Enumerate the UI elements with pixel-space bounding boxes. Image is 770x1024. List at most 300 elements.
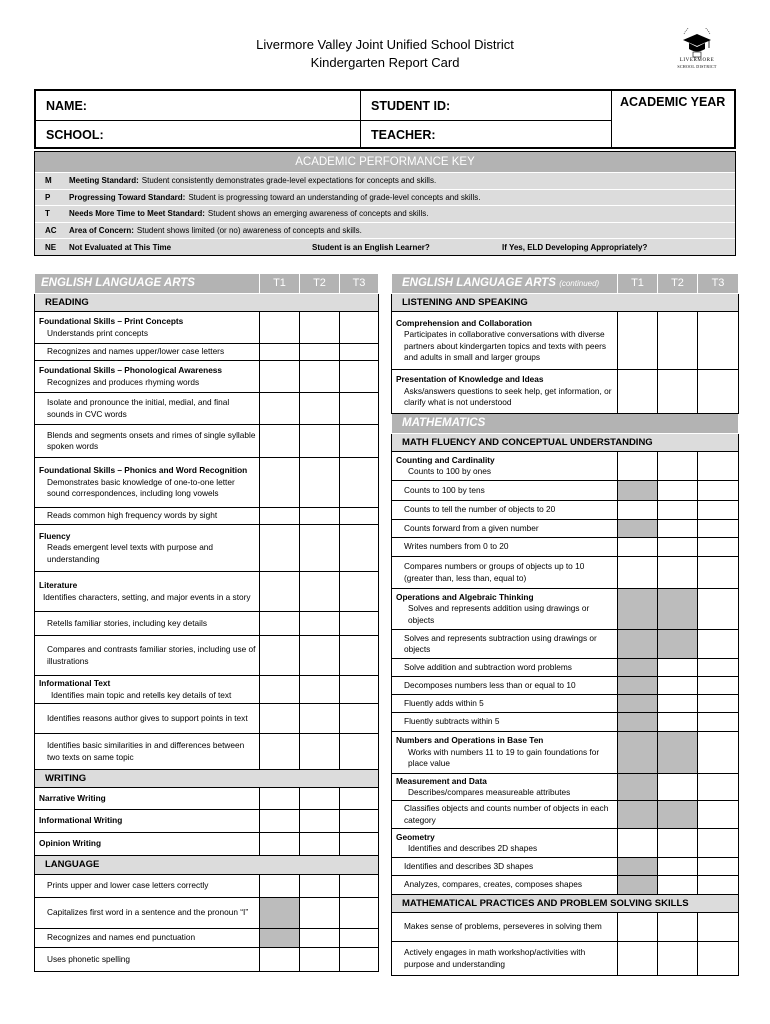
name-field[interactable]: NAME: — [46, 98, 87, 113]
grade-cell-disabled — [618, 713, 658, 732]
skill-description: Fluently subtracts within 5 — [392, 713, 618, 732]
table-row — [392, 732, 739, 774]
skill-description: Retells familiar stories, including key details — [35, 612, 260, 636]
skill-cell — [35, 525, 260, 572]
grade-cell[interactable] — [340, 344, 379, 361]
skill-description: Recognizes and produces rhyming words — [47, 376, 200, 387]
table-row — [35, 734, 379, 770]
table-row — [392, 630, 739, 659]
table-row — [392, 520, 739, 538]
grade-cell[interactable] — [260, 612, 300, 636]
grade-cell[interactable] — [340, 929, 379, 948]
grade-cell[interactable] — [698, 876, 739, 895]
grade-cell[interactable] — [658, 538, 698, 557]
skill-description: Participates in collaborative conversations with diverse partners about kindergarten topics and texts with peers and adults in small and larger groups — [404, 329, 607, 362]
grade-cell[interactable] — [340, 833, 379, 856]
skill-cell — [392, 312, 618, 370]
skill-group-title: Comprehension and Collaboration — [396, 317, 532, 328]
grade-cell[interactable] — [340, 612, 379, 636]
table-row — [35, 636, 379, 676]
grade-cell[interactable] — [300, 704, 340, 734]
skill-group-title: Measurement and Data — [396, 775, 487, 786]
skill-group-title: Numbers and Operations in Base Ten — [396, 735, 544, 746]
table-row — [35, 833, 379, 856]
report-title: Kindergarten Report Card — [310, 55, 460, 70]
grade-cell-disabled — [618, 695, 658, 713]
skill-description: Blends and segments onsets and rimes of single syllable spoken words — [35, 425, 260, 458]
skill-group-title: Foundational Skills – Print Concepts — [39, 316, 184, 326]
skill-description: Recognizes and names upper/lower case letters — [35, 344, 260, 361]
grade-cell[interactable] — [260, 508, 300, 525]
skill-description: Classifies objects and counts number of objects in each category — [392, 801, 618, 829]
school-field[interactable]: SCHOOL: — [46, 128, 104, 142]
grade-cell-disabled — [658, 732, 698, 774]
grade-cell[interactable] — [300, 810, 340, 833]
grade-cell[interactable] — [698, 695, 739, 713]
report-header — [0, 36, 770, 72]
grade-cell[interactable] — [658, 520, 698, 538]
term-header: T3 — [698, 274, 739, 294]
skill-cell — [35, 572, 260, 612]
skill-description: Informational Writing — [35, 810, 260, 833]
grade-cell-disabled — [618, 589, 658, 630]
table-row — [35, 810, 379, 833]
table-row — [392, 659, 739, 677]
grade-cell[interactable] — [698, 312, 739, 370]
skill-description: Solves and represents subtraction using drawings or objects — [392, 630, 618, 659]
table-row — [35, 898, 379, 929]
skill-group-title: Literature — [39, 580, 78, 590]
key-row-p — [35, 189, 735, 206]
grade-cell[interactable] — [260, 458, 300, 508]
table-row — [35, 875, 379, 898]
grade-cell[interactable] — [698, 589, 739, 630]
grade-cell-disabled — [658, 801, 698, 829]
grade-cell[interactable] — [618, 942, 658, 976]
skill-cell — [35, 676, 260, 704]
language-subheader — [35, 856, 379, 875]
graduation-cap-icon — [681, 28, 713, 58]
key-text: Student is progressing toward an understanding of grade-level concepts and skills. — [188, 192, 481, 202]
skill-description: Prints upper and lower case letters correctly — [35, 875, 260, 898]
ela-continued-header-row — [392, 274, 739, 294]
skill-description: Understands print concepts — [47, 327, 149, 338]
grade-cell[interactable] — [300, 788, 340, 810]
table-row — [392, 876, 739, 895]
skill-description: Identifies reasons author gives to support points in text — [35, 704, 260, 734]
grade-cell[interactable] — [340, 948, 379, 972]
grade-cell[interactable] — [260, 810, 300, 833]
grade-cell[interactable] — [340, 734, 379, 770]
grade-cell[interactable] — [260, 393, 300, 425]
skill-group-title: Counting and Cardinality — [396, 454, 495, 465]
grade-cell[interactable] — [698, 732, 739, 774]
grade-cell[interactable] — [260, 344, 300, 361]
skill-description: Identifies and describes 3D shapes — [392, 858, 618, 876]
key-code: T — [45, 209, 50, 219]
grade-cell[interactable] — [698, 630, 739, 659]
skill-description: Identifies basic similarities in and differences between two texts on same topic — [35, 734, 260, 770]
table-row — [35, 458, 379, 508]
grade-cell[interactable] — [698, 913, 739, 942]
skill-description: Writes numbers from 0 to 20 — [392, 538, 618, 557]
skill-description: Describes/compares measureable attributes — [408, 787, 571, 797]
grade-cell[interactable] — [698, 858, 739, 876]
table-row — [35, 393, 379, 425]
student-info-box — [34, 89, 736, 149]
key-text: Student consistently demonstrates grade-level expectations for concepts and skills. — [141, 176, 437, 186]
grade-cell[interactable] — [698, 774, 739, 801]
grade-cell[interactable] — [698, 801, 739, 829]
grade-cell-disabled — [260, 898, 300, 929]
performance-key — [34, 151, 736, 256]
grade-cell[interactable] — [340, 572, 379, 612]
writing-label: WRITING — [35, 770, 379, 788]
skill-group-title: Foundational Skills – Phonics and Word Recognition — [39, 465, 248, 476]
grade-cell[interactable] — [300, 458, 340, 508]
grade-cell[interactable] — [340, 636, 379, 676]
skill-description: Reads emergent level texts with purpose and understanding — [47, 542, 214, 564]
language-label: LANGUAGE — [35, 856, 379, 875]
table-row — [35, 676, 379, 704]
skill-cell — [35, 312, 260, 344]
grade-cell[interactable] — [698, 942, 739, 976]
ela-heading — [392, 274, 618, 294]
grade-cell[interactable] — [698, 677, 739, 695]
grade-cell[interactable] — [300, 508, 340, 525]
grade-cell[interactable] — [658, 659, 698, 677]
math-fluency-subheader — [392, 434, 739, 452]
grade-cell[interactable] — [658, 677, 698, 695]
grade-cell-disabled — [618, 481, 658, 501]
skill-group-title: Informational Text — [39, 678, 111, 688]
skill-description: Narrative Writing — [35, 788, 260, 810]
ela-math-table — [391, 273, 739, 976]
grade-cell[interactable] — [340, 704, 379, 734]
grade-cell[interactable] — [340, 425, 379, 458]
math-heading: MATHEMATICS — [392, 414, 739, 434]
grade-cell[interactable] — [260, 361, 300, 393]
skill-description: Isolate and pronounce the initial, medial, and final sounds in CVC words — [35, 393, 260, 425]
grade-cell[interactable] — [658, 370, 698, 414]
math-header-row — [392, 414, 739, 434]
grade-cell[interactable] — [698, 370, 739, 414]
table-row — [392, 589, 739, 630]
grade-cell[interactable] — [698, 452, 739, 481]
grade-cell[interactable] — [260, 312, 300, 344]
table-row — [35, 572, 379, 612]
table-row — [392, 829, 739, 858]
skill-cell — [392, 452, 618, 481]
grade-cell[interactable] — [618, 312, 658, 370]
skill-description: Decomposes numbers less than or equal to 10 — [392, 677, 618, 695]
grade-cell[interactable] — [618, 452, 658, 481]
grade-cell[interactable] — [618, 370, 658, 414]
table-row — [392, 677, 739, 695]
grade-cell[interactable] — [340, 393, 379, 425]
skill-cell — [392, 774, 618, 801]
district-name: Livermore Valley Joint Unified School District — [256, 37, 514, 52]
skill-description: Uses phonetic spelling — [35, 948, 260, 972]
skill-description: Counts to 100 by tens — [392, 481, 618, 501]
grade-cell[interactable] — [340, 788, 379, 810]
grade-cell[interactable] — [658, 876, 698, 895]
table-row — [35, 612, 379, 636]
grade-cell[interactable] — [698, 713, 739, 732]
table-row — [35, 344, 379, 361]
grade-cell[interactable] — [658, 501, 698, 520]
skill-description: Fluently adds within 5 — [392, 695, 618, 713]
grade-cell[interactable] — [618, 829, 658, 858]
logo-text: LIVERMORE — [679, 58, 715, 63]
grade-cell[interactable] — [340, 898, 379, 929]
reading-label: READING — [35, 294, 379, 312]
grade-cell-disabled — [618, 876, 658, 895]
grade-cell[interactable] — [340, 458, 379, 508]
skill-description: Solve addition and subtraction word problems — [392, 659, 618, 677]
key-row-ac — [35, 222, 735, 239]
skill-description: Counts forward from a given number — [392, 520, 618, 538]
math-fluency-label: MATH FLUENCY AND CONCEPTUAL UNDERSTANDING — [392, 434, 739, 452]
english-learner-question[interactable]: Student is an English Learner? — [312, 242, 430, 252]
grade-cell[interactable] — [300, 636, 340, 676]
table-row — [35, 361, 379, 393]
key-text: Student shows an emerging awareness of concepts and skills. — [207, 209, 429, 219]
table-row — [35, 525, 379, 572]
key-label: Area of Concern: — [69, 226, 134, 236]
skill-description: Counts to 100 by ones — [408, 466, 492, 476]
skill-group-title: Operations and Algebraic Thinking — [396, 591, 534, 602]
skill-description: Actively engages in math workshop/activities with purpose and understanding — [392, 942, 618, 976]
key-title: ACADEMIC PERFORMANCE KEY — [35, 152, 735, 172]
table-row — [35, 425, 379, 458]
skill-cell — [392, 589, 618, 630]
grade-cell-disabled — [618, 677, 658, 695]
skill-group-title: Foundational Skills – Phonological Awareness — [39, 365, 223, 375]
skill-description: Works with numbers 11 to 19 to gain foundations for place value — [408, 746, 600, 769]
key-label: Not Evaluated at This Time — [69, 242, 172, 252]
grade-cell-disabled — [618, 801, 658, 829]
grade-cell[interactable] — [618, 538, 658, 557]
grade-cell[interactable] — [658, 858, 698, 876]
table-row — [35, 788, 379, 810]
logo-subtext: SCHOOL DISTRICT — [677, 64, 717, 69]
grade-cell[interactable] — [340, 676, 379, 704]
table-row — [392, 695, 739, 713]
grade-cell[interactable] — [260, 572, 300, 612]
ela-heading: ENGLISH LANGUAGE ARTS — [35, 274, 260, 294]
skill-cell — [392, 732, 618, 774]
grade-cell[interactable] — [260, 676, 300, 704]
grade-cell-disabled — [658, 630, 698, 659]
term-header: T3 — [340, 274, 379, 294]
writing-subheader — [35, 770, 379, 788]
grade-cell[interactable] — [300, 572, 340, 612]
grade-cell[interactable] — [658, 913, 698, 942]
term-header: T2 — [658, 274, 698, 294]
term-header: T1 — [618, 274, 658, 294]
grade-cell[interactable] — [340, 810, 379, 833]
table-row — [392, 481, 739, 501]
key-row-ne — [35, 238, 735, 255]
grade-cell[interactable] — [300, 948, 340, 972]
term-header: T2 — [300, 274, 340, 294]
grade-cell[interactable] — [340, 312, 379, 344]
grade-cell[interactable] — [300, 898, 340, 929]
grade-cell[interactable] — [260, 425, 300, 458]
skill-description: Identifies and describes 2D shapes — [408, 843, 538, 853]
grade-cell[interactable] — [260, 734, 300, 770]
divider — [611, 91, 612, 147]
grade-cell[interactable] — [658, 695, 698, 713]
skill-description: Identifies characters, setting, and major events in a story — [43, 591, 251, 602]
grade-cell[interactable] — [698, 557, 739, 589]
skill-cell — [35, 361, 260, 393]
grade-cell-disabled — [618, 659, 658, 677]
key-label: Progressing Toward Standard: — [69, 192, 186, 202]
divider — [36, 120, 612, 121]
grade-cell[interactable] — [658, 452, 698, 481]
key-code: P — [45, 192, 51, 202]
key-row-m — [35, 172, 735, 189]
skill-group-title: Presentation of Knowledge and Ideas — [396, 374, 544, 385]
table-row — [392, 452, 739, 481]
grade-cell[interactable] — [618, 913, 658, 942]
grade-cell[interactable] — [658, 713, 698, 732]
grade-cell-disabled — [658, 589, 698, 630]
grade-cell[interactable] — [260, 525, 300, 572]
table-row — [392, 370, 739, 414]
skill-description: Opinion Writing — [35, 833, 260, 856]
grade-cell[interactable] — [300, 929, 340, 948]
grade-cell[interactable] — [300, 875, 340, 898]
table-row — [392, 942, 739, 976]
table-row — [392, 538, 739, 557]
key-code: NE — [45, 242, 57, 252]
table-row — [392, 913, 739, 942]
grade-cell[interactable] — [618, 557, 658, 589]
table-row — [35, 508, 379, 525]
table-row — [392, 858, 739, 876]
skill-group-title: Fluency — [39, 530, 71, 541]
skill-description: Makes sense of problems, perseveres in solving them — [392, 913, 618, 942]
grade-cell-disabled — [618, 858, 658, 876]
academic-year-field[interactable]: ACADEMIC YEAR — [620, 95, 726, 109]
grade-cell[interactable] — [698, 829, 739, 858]
skill-description: Solves and represents addition using drawings or objects — [408, 603, 590, 625]
key-label: Meeting Standard: — [69, 176, 139, 186]
grade-cell[interactable] — [300, 344, 340, 361]
practices-label: MATHEMATICAL PRACTICES AND PROBLEM SOLVING SKILLS — [392, 895, 739, 913]
skill-description: Counts to tell the number of objects to 20 — [392, 501, 618, 520]
grade-cell[interactable] — [300, 734, 340, 770]
skill-cell — [35, 458, 260, 508]
grade-cell[interactable] — [260, 833, 300, 856]
grade-cell[interactable] — [260, 875, 300, 898]
skill-description: Compares and contrasts familiar stories, including use of illustrations — [35, 636, 260, 676]
key-label: Needs More Time to Meet Standard: — [69, 209, 205, 219]
table-row — [392, 501, 739, 520]
continued-label: (continued) — [559, 278, 600, 288]
grade-cell[interactable] — [658, 481, 698, 501]
grade-cell[interactable] — [300, 361, 340, 393]
table-row — [392, 774, 739, 801]
key-code: AC — [45, 226, 57, 236]
grade-cell[interactable] — [340, 361, 379, 393]
ela-heading-text: ENGLISH LANGUAGE ARTS — [402, 276, 556, 289]
grade-cell[interactable] — [300, 393, 340, 425]
grade-cell[interactable] — [300, 425, 340, 458]
key-code: M — [45, 176, 52, 186]
grade-cell[interactable] — [260, 788, 300, 810]
table-row — [35, 929, 379, 948]
grade-cell-disabled — [618, 774, 658, 801]
grade-cell-disabled — [618, 732, 658, 774]
grade-cell[interactable] — [300, 525, 340, 572]
grade-cell[interactable] — [340, 875, 379, 898]
table-row — [392, 801, 739, 829]
ela-table — [34, 273, 379, 972]
listening-subheader — [392, 294, 739, 312]
grade-cell[interactable] — [300, 833, 340, 856]
skill-description: Recognizes and names end punctuation — [35, 929, 260, 948]
grade-cell[interactable] — [260, 636, 300, 676]
grade-cell[interactable] — [260, 948, 300, 972]
grade-cell[interactable] — [300, 676, 340, 704]
grade-cell-disabled — [618, 520, 658, 538]
skill-description: Asks/answers questions to seek help, get information, or clarify what is not understood — [404, 385, 612, 408]
eld-question[interactable]: If Yes, ELD Developing Appropriately? — [502, 242, 648, 252]
grade-cell[interactable] — [698, 501, 739, 520]
skill-cell — [392, 370, 618, 414]
grade-cell[interactable] — [300, 312, 340, 344]
reading-subheader — [35, 294, 379, 312]
skill-description: Identifies main topic and retells key details of text — [51, 689, 232, 700]
listening-label: LISTENING AND SPEAKING — [392, 294, 739, 312]
grade-cell[interactable] — [698, 481, 739, 501]
grade-cell[interactable] — [658, 774, 698, 801]
district-logo — [672, 28, 722, 78]
table-row — [392, 312, 739, 370]
key-row-t — [35, 205, 735, 222]
grade-cell[interactable] — [698, 520, 739, 538]
grade-cell[interactable] — [340, 508, 379, 525]
grade-cell[interactable] — [300, 612, 340, 636]
student-id-field[interactable]: STUDENT ID: — [371, 98, 451, 113]
teacher-field[interactable]: TEACHER: — [371, 128, 436, 142]
skill-description: Analyzes, compares, creates, composes shapes — [392, 876, 618, 895]
grade-cell[interactable] — [658, 942, 698, 976]
grade-cell[interactable] — [698, 538, 739, 557]
skill-description: Compares numbers or groups of objects up to 10 (greater than, less than, equal to) — [392, 557, 618, 589]
table-row — [35, 704, 379, 734]
grade-cell[interactable] — [658, 829, 698, 858]
grade-cell[interactable] — [698, 659, 739, 677]
key-text: Student shows limited (or no) awareness of concepts and skills. — [136, 226, 362, 236]
grade-cell[interactable] — [658, 557, 698, 589]
divider — [360, 91, 361, 147]
skill-description: Reads common high frequency words by sight — [35, 508, 260, 525]
table-row — [392, 557, 739, 589]
skill-cell — [392, 829, 618, 858]
grade-cell[interactable] — [658, 312, 698, 370]
grade-cell[interactable] — [340, 525, 379, 572]
grade-cell[interactable] — [618, 501, 658, 520]
grade-cell[interactable] — [260, 704, 300, 734]
skill-group-title: Geometry — [396, 831, 435, 842]
practices-subheader — [392, 895, 739, 913]
skill-description: Capitalizes first word in a sentence and the pronoun “I” — [35, 898, 260, 929]
